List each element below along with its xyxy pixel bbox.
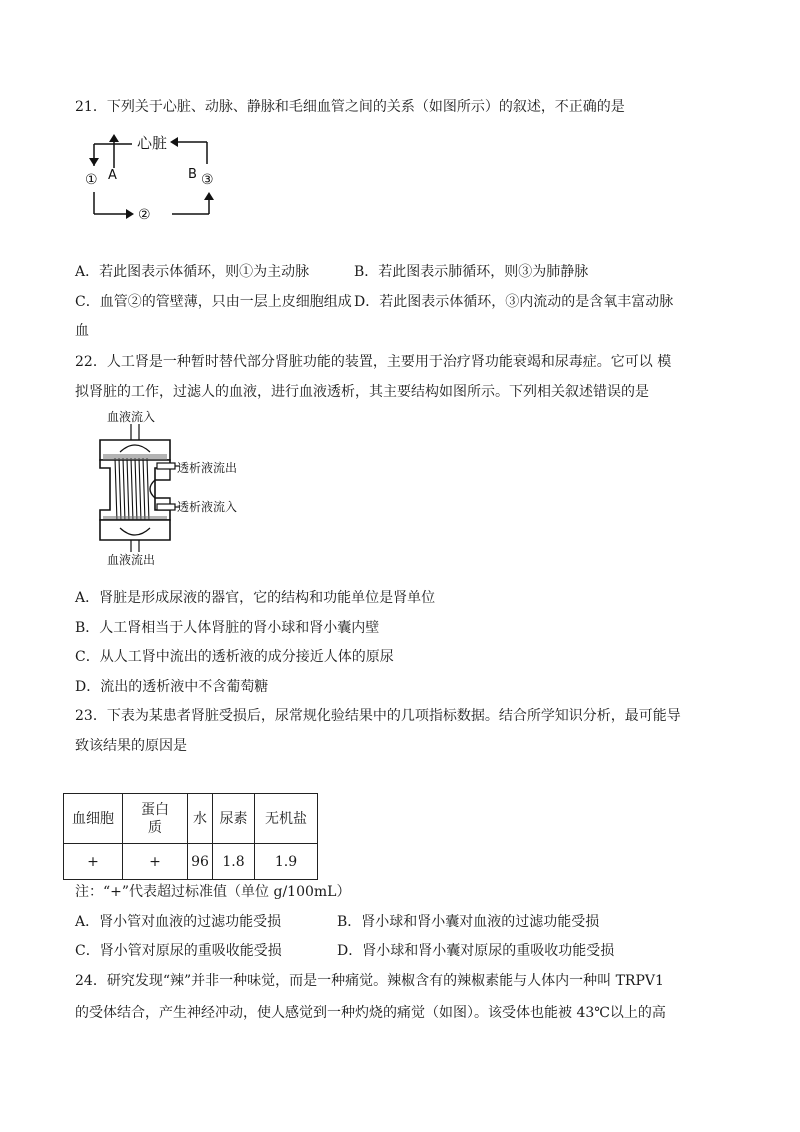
header-protein: 蛋白 质 — [123, 794, 188, 844]
q23-note: 注：“+”代表超过标准值（单位 g/100mL） — [75, 884, 351, 900]
value-urea: 1.8 — [213, 844, 255, 880]
table-row — [64, 844, 318, 880]
q24-line1: 24．研究发现“辣”并非一种味觉，而是一种痛觉。辣椒含有的辣椒素能与人体内一种叫 TRPV1 — [75, 973, 664, 989]
label-b: B — [188, 167, 197, 182]
q22-stem-line1: 22．人工肾是一种暂时替代部分肾脏功能的装置，主要用于治疗肾功能衰竭和尿毒症。它可以 模 — [75, 354, 672, 370]
value-protein: + — [123, 844, 188, 880]
vessel-3-marker: ③ — [201, 172, 214, 188]
q21-option-c[interactable]: C．血管②的管壁薄，只由一层上皮细胞组成 — [75, 294, 352, 310]
q21-option-b[interactable]: B．若此图表示肺循环，则③为肺静脉 — [354, 264, 589, 280]
blood-out-label: 血液流出 — [107, 553, 156, 567]
value-water: 96 — [188, 844, 213, 880]
dialysate-in-label: 透析液流入 — [177, 500, 238, 514]
q23-option-a[interactable]: A．肾小管对血液的过滤功能受损 — [75, 914, 282, 930]
q24-line2: 的受体结合，产生神经冲动，使人感觉到一种灼烧的痛觉（如图）。该受体也能被 43℃以上的高 — [75, 1005, 666, 1021]
q22-option-d[interactable]: D．流出的透析液中不含葡萄糖 — [75, 679, 269, 695]
q22-option-c[interactable]: C．从人工肾中流出的透析液的成分接近人体的原尿 — [75, 649, 394, 665]
circulation-diagram — [82, 128, 232, 228]
dialysate-out-label: 透析液流出 — [177, 461, 238, 475]
artificial-kidney-diagram — [95, 408, 265, 568]
vessel-2-marker: ② — [138, 207, 151, 223]
heart-label: 心脏 — [137, 134, 168, 152]
header-water: 水 — [188, 794, 213, 844]
q22-option-b[interactable]: B．人工肾相当于人体肾脏的肾小球和肾小囊内壁 — [75, 620, 380, 636]
vessel-1-marker: ① — [85, 172, 98, 188]
q21-option-a[interactable]: A．若此图表示体循环，则①为主动脉 — [75, 264, 310, 280]
header-blood-cells: 血细胞 — [64, 794, 123, 844]
header-inorganic-salt: 无机盐 — [255, 794, 318, 844]
q22-option-a[interactable]: A．肾脏是形成尿液的器官，它的结构和功能单位是肾单位 — [75, 590, 436, 606]
q23-option-b[interactable]: B．肾小球和肾小囊对血液的过滤功能受损 — [337, 914, 600, 930]
blood-in-label: 血液流入 — [107, 410, 156, 424]
q23-option-c[interactable]: C．肾小管对原尿的重吸收能受损 — [75, 943, 282, 959]
q21-option-d-continued: 血 — [75, 323, 89, 339]
q21-stem: 21．下列关于心脏、动脉、静脉和毛细血管之间的关系（如图所示）的叙述，不正确的是 — [75, 99, 625, 115]
q23-stem-line2: 致该结果的原因是 — [75, 738, 187, 754]
q21-option-d[interactable]: D．若此图表示体循环，③内流动的是含氧丰富动脉 — [354, 294, 674, 310]
value-inorganic-salt: 1.9 — [255, 844, 318, 880]
table-header-row — [64, 794, 318, 844]
q22-stem-line2: 拟肾脏的工作，过滤人的血液，进行血液透析，其主要结构如图所示。下列相关叙述错误的是 — [75, 384, 649, 400]
q23-stem-line1: 23．下表为某患者肾脏受损后，尿常规化验结果中的几项指标数据。结合所学知识分析，最可能导 — [75, 708, 681, 724]
urinalysis-table — [63, 793, 318, 880]
q23-option-d[interactable]: D．肾小球和肾小囊对原尿的重吸收功能受损 — [337, 943, 615, 959]
value-blood-cells: + — [64, 844, 123, 880]
label-a: A — [108, 168, 117, 183]
header-urea: 尿素 — [213, 794, 255, 844]
